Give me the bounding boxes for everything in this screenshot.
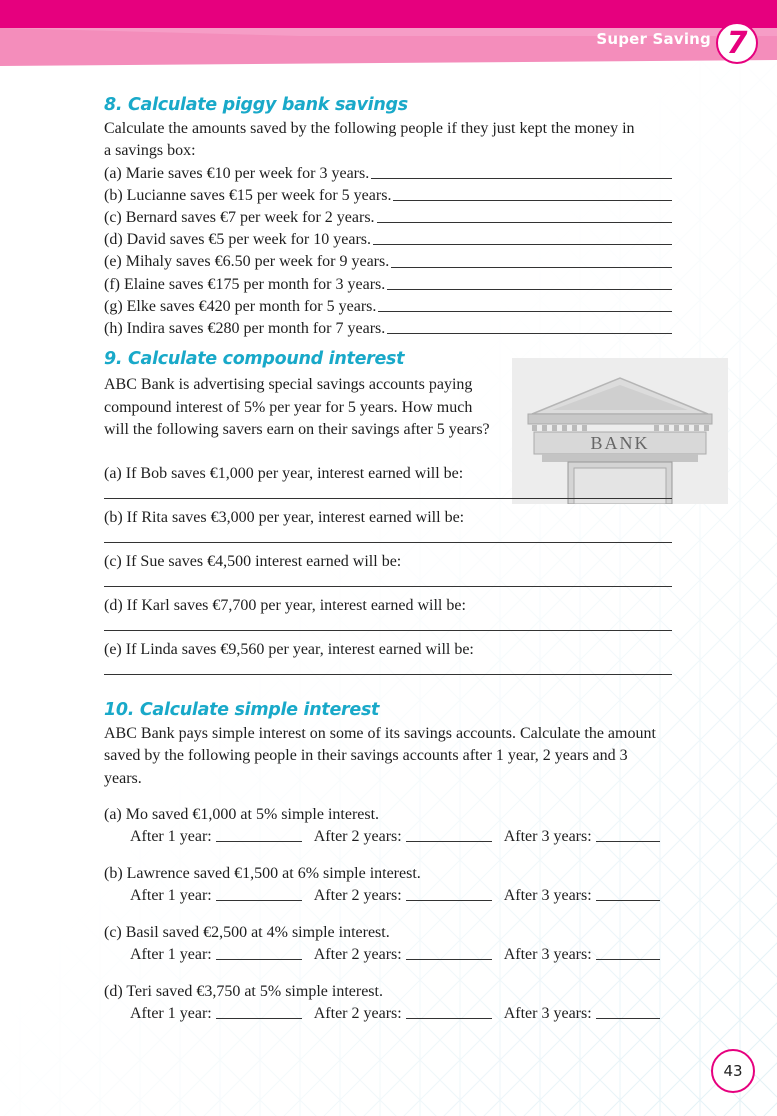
bank-sign-text: BANK <box>590 433 650 453</box>
compound-interest-question: (d) If Karl saves €7,700 per year, interest earned will be: <box>104 597 466 615</box>
simple-interest-question <box>104 981 684 1025</box>
answer-blank[interactable] <box>406 944 492 960</box>
after-year-3 <box>504 944 660 966</box>
answer-line[interactable] <box>104 528 672 543</box>
answer-row <box>104 826 684 848</box>
question-text: (d) David saves €5 per week for 10 years. <box>104 231 372 249</box>
chapter-number-badge: 7 <box>716 22 758 64</box>
answer-blank[interactable] <box>216 944 302 960</box>
simple-interest-question <box>104 922 684 966</box>
after-year-3 <box>504 826 660 848</box>
section-9-list <box>104 463 684 675</box>
question-text: (c) Bernard saves €7 per week for 2 years. <box>104 209 375 226</box>
answer-line[interactable] <box>391 251 672 267</box>
answer-blank[interactable] <box>406 826 492 842</box>
question-text: (c) Basil saved €2,500 at 4% simple interest. <box>104 924 390 941</box>
question-text: (e) Mihaly saves €6.50 per week for 9 years. <box>104 253 390 271</box>
after-label: After 1 year: <box>130 887 212 904</box>
after-label: After 1 year: <box>130 946 212 963</box>
answer-line[interactable] <box>373 229 672 245</box>
piggy-bank-question <box>104 318 672 340</box>
piggy-bank-question <box>104 296 672 318</box>
worksheet-content <box>104 92 684 1040</box>
answer-row <box>104 944 684 966</box>
after-label: After 2 years: <box>313 1005 402 1022</box>
question-text: (a) Mo saved €1,000 at 5% simple interest. <box>104 806 380 823</box>
compound-interest-question: (a) If Bob saves €1,000 per year, interest earned will be: <box>104 465 464 483</box>
simple-interest-question <box>104 804 684 848</box>
question-text: (h) Indira saves €280 per month for 7 years. <box>104 320 386 338</box>
after-year-2 <box>314 885 492 907</box>
after-year-2 <box>314 944 492 966</box>
answer-row <box>104 1003 684 1025</box>
question-text: (b) Lucianne saves €15 per week for 5 years. <box>104 186 392 204</box>
answer-blank[interactable] <box>216 826 302 842</box>
answer-blank[interactable] <box>596 885 660 901</box>
answer-blank[interactable] <box>216 1003 302 1019</box>
section-8-intro: Calculate the amounts saved by the following people if they just kept the money in a savings box: <box>104 120 635 160</box>
after-label: After 3 years: <box>503 828 592 845</box>
simple-interest-question <box>104 863 684 907</box>
compound-interest-question: (b) If Rita saves €3,000 per year, interest earned will be: <box>104 509 465 527</box>
after-label: After 3 years: <box>503 887 592 904</box>
compound-interest-question: (e) If Linda saves €9,560 per year, interest earned will be: <box>104 641 474 659</box>
section-8-list <box>104 163 672 341</box>
answer-line[interactable] <box>104 484 672 499</box>
section-9-heading: 9. Calculate compound interest <box>104 349 405 370</box>
after-year-1 <box>130 1003 302 1025</box>
answer-blank[interactable] <box>406 1003 492 1019</box>
piggy-bank-question <box>104 229 672 251</box>
after-year-1 <box>130 885 302 907</box>
answer-line[interactable] <box>104 660 672 675</box>
answer-blank[interactable] <box>406 885 492 901</box>
question-text: (g) Elke saves €420 per month for 5 years. <box>104 297 377 315</box>
piggy-bank-question <box>104 185 672 207</box>
after-label: After 1 year: <box>130 828 212 845</box>
section-8-heading: 8. Calculate piggy bank savings <box>104 95 408 115</box>
after-year-3 <box>504 885 660 907</box>
section-10-list <box>104 804 684 1025</box>
answer-blank[interactable] <box>596 944 660 960</box>
after-year-2 <box>314 1003 492 1025</box>
answer-blank[interactable] <box>596 1003 660 1019</box>
answer-line[interactable] <box>387 274 672 290</box>
question-text: (a) Marie saves €10 per week for 3 years. <box>104 164 370 182</box>
after-label: After 2 years: <box>313 946 402 963</box>
section-10-intro: ABC Bank pays simple interest on some of its savings accounts. Calculate the amount saved by the following people in their savings accounts after 1 year, 2 years and 3 years. <box>104 725 656 787</box>
after-label: After 2 years: <box>313 828 402 845</box>
question-text: (f) Elaine saves €175 per month for 3 years. <box>104 275 386 293</box>
after-label: After 1 year: <box>130 1005 212 1022</box>
piggy-bank-question <box>104 163 672 185</box>
chapter-title: Super Saving <box>596 30 711 48</box>
page-number: 43 <box>711 1049 755 1093</box>
piggy-bank-question <box>104 207 672 229</box>
answer-line[interactable] <box>371 163 672 179</box>
after-year-3 <box>504 1003 660 1025</box>
answer-blank[interactable] <box>216 885 302 901</box>
answer-line[interactable] <box>104 572 672 587</box>
question-text: (b) Lawrence saved €1,500 at 6% simple interest. <box>104 865 421 882</box>
answer-line[interactable] <box>377 207 672 223</box>
section-9-intro: ABC Bank is advertising special savings accounts paying compound interest of 5% per year for 5 years. How much will the following savers earn on their savings after 5 years? <box>104 376 490 438</box>
compound-interest-question: (c) If Sue saves €4,500 interest earned will be: <box>104 553 402 571</box>
answer-row <box>104 885 684 907</box>
answer-line[interactable] <box>378 296 672 312</box>
after-label: After 3 years: <box>503 1005 592 1022</box>
after-label: After 3 years: <box>503 946 592 963</box>
piggy-bank-question <box>104 274 672 296</box>
answer-line[interactable] <box>387 318 672 334</box>
after-year-2 <box>314 826 492 848</box>
piggy-bank-question <box>104 251 672 273</box>
answer-line[interactable] <box>393 185 672 201</box>
after-label: After 2 years: <box>313 887 402 904</box>
question-text: (d) Teri saved €3,750 at 5% simple interest. <box>104 983 383 1000</box>
answer-blank[interactable] <box>596 826 660 842</box>
after-year-1 <box>130 944 302 966</box>
answer-line[interactable] <box>104 616 672 631</box>
after-year-1 <box>130 826 302 848</box>
section-10-heading: 10. Calculate simple interest <box>104 700 380 721</box>
